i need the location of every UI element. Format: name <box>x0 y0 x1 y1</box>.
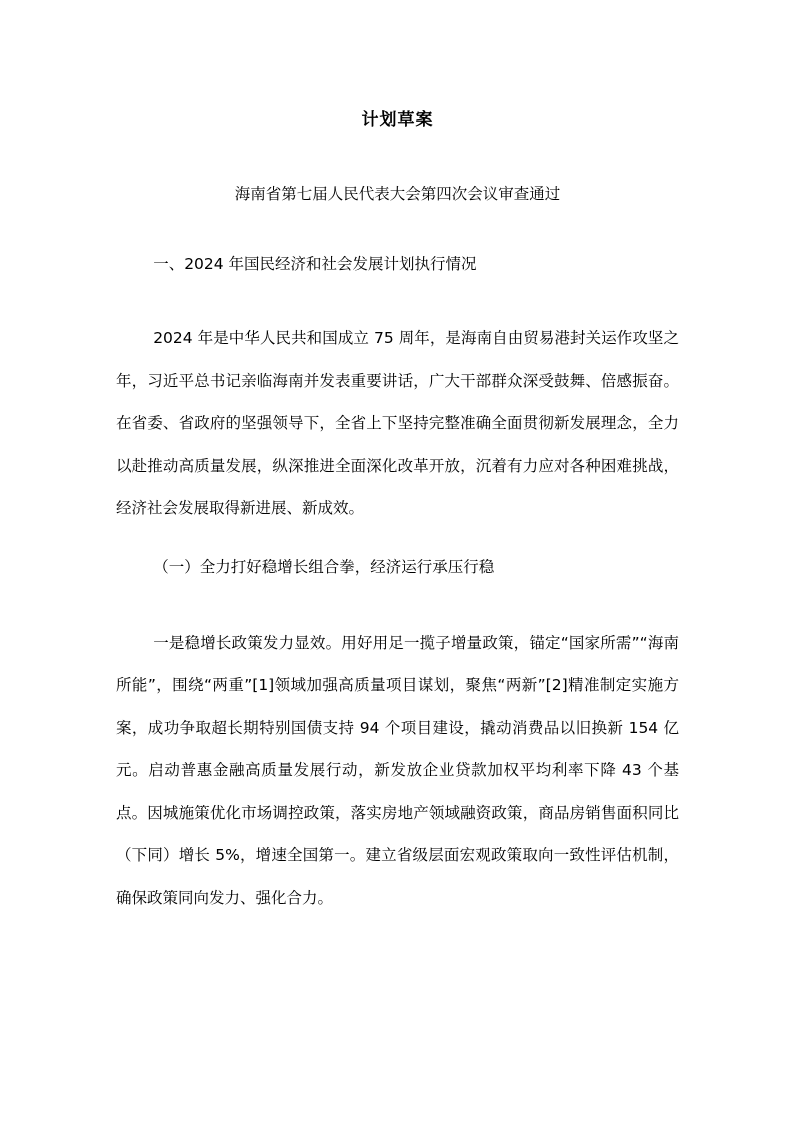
paragraph-2: 一是稳增长政策发力显效。用好用足一揽子增量政策，锚定“国家所需”“海南所能”，围绕“两重”[1]领域加强高质量项目谋划，聚焦“两新”[2]精准制定实施方案，成功争取超长期特别国债支持 94 个项目建设，撬动消费品以旧换新 154 亿元。启动普惠金融高质量发展行动，新发放企业贷款加权平均利率下降 43 个基点。因城施策优化市场调控政策，落实房地产领域融资政策，商品房销售面积同比（下同）增长 5%，增速全国第一。建立省级层面宏观政策取向一致性评估机制，确保政策同向发力、强化合力。 <box>116 633 679 907</box>
section-heading: 一、2024 年国民经济和社会发展计划执行情况 <box>153 255 477 273</box>
paragraph-1: 2024 年是中华人民共和国成立 75 周年，是海南自由贸易港封关运作攻坚之年，习近平总书记亲临海南并发表重要讲话，广大干部群众深受鼓舞、倍感振奋。在省委、省政府的坚强领导下，全省上下坚持完整准确全面贯彻新发展理念，全力以赴推动高质量发展，纵深推进全面深化改革开放，沉着有力应对各种困难挑战，经济社会发展取得新进展、新成效。 <box>116 329 679 517</box>
subsection-heading: （一）全力打好稳增长组合拳，经济运行承压行稳 <box>153 557 495 576</box>
document-title: 计划草案 <box>361 110 434 130</box>
document-subtitle: 海南省第七届人民代表大会第四次会议审查通过 <box>234 185 561 203</box>
